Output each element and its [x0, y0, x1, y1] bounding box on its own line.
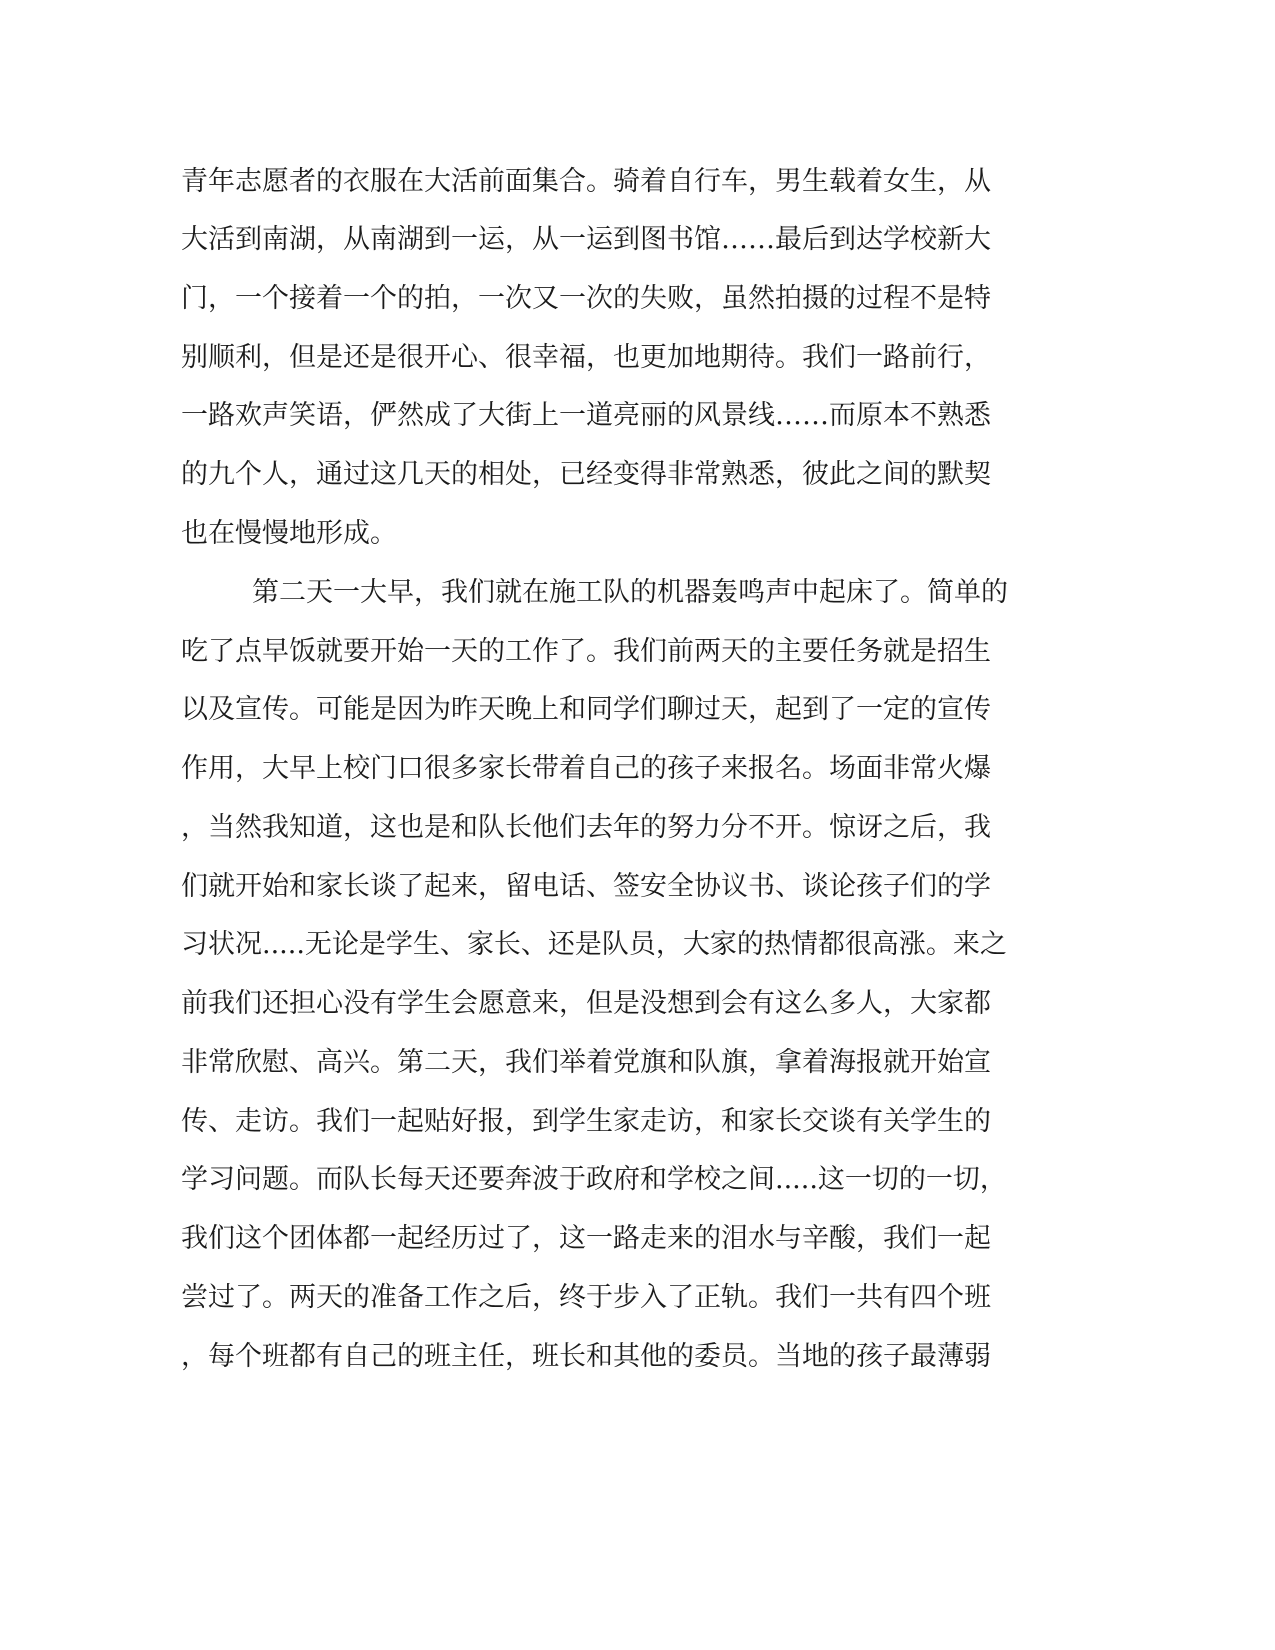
line-text: 一路欢声笑语，俨然成了大街上一道亮丽的风景线……而原本不熟悉	[181, 400, 991, 431]
line-text: 青年志愿者的衣服在大活前面集合。骑着自行车，男生载着女生，从	[181, 166, 991, 197]
line-text: 也在慢慢地形成。	[181, 518, 397, 549]
line-text: 的九个人，通过这几天的相处，已经变得非常熟悉，彼此之间的默契	[181, 459, 991, 490]
text-line	[0, 152, 1275, 212]
text-line	[0, 386, 1275, 446]
line-text: 尝过了。两天的准备工作之后，终于步入了正轨。我们一共有四个班	[181, 1282, 991, 1313]
text-line	[0, 563, 1275, 623]
line-text: 以及宣传。可能是因为昨天晚上和同学们聊过天，起到了一定的宣传	[181, 694, 991, 725]
line-text: 门，一个接着一个的拍，一次又一次的失败，虽然拍摄的过程不是特	[181, 283, 991, 314]
line-text: 前我们还担心没有学生会愿意来，但是没想到会有这么多人，大家都	[181, 988, 991, 1019]
text-line	[0, 1268, 1275, 1328]
text-line	[0, 739, 1275, 799]
text-line	[0, 1209, 1275, 1269]
line-text: 第二天一大早，我们就在施工队的机器轰鸣声中起床了。简单的	[252, 577, 1008, 608]
line-text: 习状况.....无论是学生、家长、还是队员，大家的热情都很高涨。来之	[181, 929, 1007, 960]
line-text: 学习问题。而队长每天还要奔波于政府和学校之间.....这一切的一切，	[181, 1164, 1007, 1195]
text-line	[0, 680, 1275, 740]
text-line	[0, 1033, 1275, 1093]
line-text: 吃了点早饭就要开始一天的工作了。我们前两天的主要任务就是招生	[181, 636, 991, 667]
line-text: 非常欣慰、高兴。第二天，我们举着党旗和队旗，拿着海报就开始宣	[181, 1047, 991, 1078]
text-line	[0, 915, 1275, 975]
text-line	[0, 328, 1275, 388]
line-text: 传、走访。我们一起贴好报，到学生家走访，和家长交谈有关学生的	[181, 1106, 991, 1137]
line-text: 大活到南湖，从南湖到一运，从一运到图书馆……最后到达学校新大	[181, 224, 991, 255]
text-line	[0, 445, 1275, 505]
line-text: 我们这个团体都一起经历过了，这一路走来的泪水与辛酸，我们一起	[181, 1223, 991, 1254]
line-text: ，当然我知道，这也是和队长他们去年的努力分不开。惊讶之后，我	[181, 812, 991, 843]
text-line	[0, 269, 1275, 329]
text-line	[0, 1092, 1275, 1152]
text-line	[0, 622, 1275, 682]
text-line	[0, 974, 1275, 1034]
line-text: 们就开始和家长谈了起来，留电话、签安全协议书、谈论孩子们的学	[181, 871, 991, 902]
text-line	[0, 1327, 1275, 1387]
text-line	[0, 1150, 1275, 1210]
line-text: 别顺利，但是还是很开心、很幸福，也更加地期待。我们一路前行，	[181, 342, 991, 373]
line-text: 作用，大早上校门口很多家长带着自己的孩子来报名。场面非常火爆	[181, 753, 991, 784]
text-line	[0, 210, 1275, 270]
text-line	[0, 798, 1275, 858]
text-line	[0, 857, 1275, 917]
text-line	[0, 504, 1275, 564]
line-text: ，每个班都有自己的班主任，班长和其他的委员。当地的孩子最薄弱	[181, 1341, 991, 1372]
